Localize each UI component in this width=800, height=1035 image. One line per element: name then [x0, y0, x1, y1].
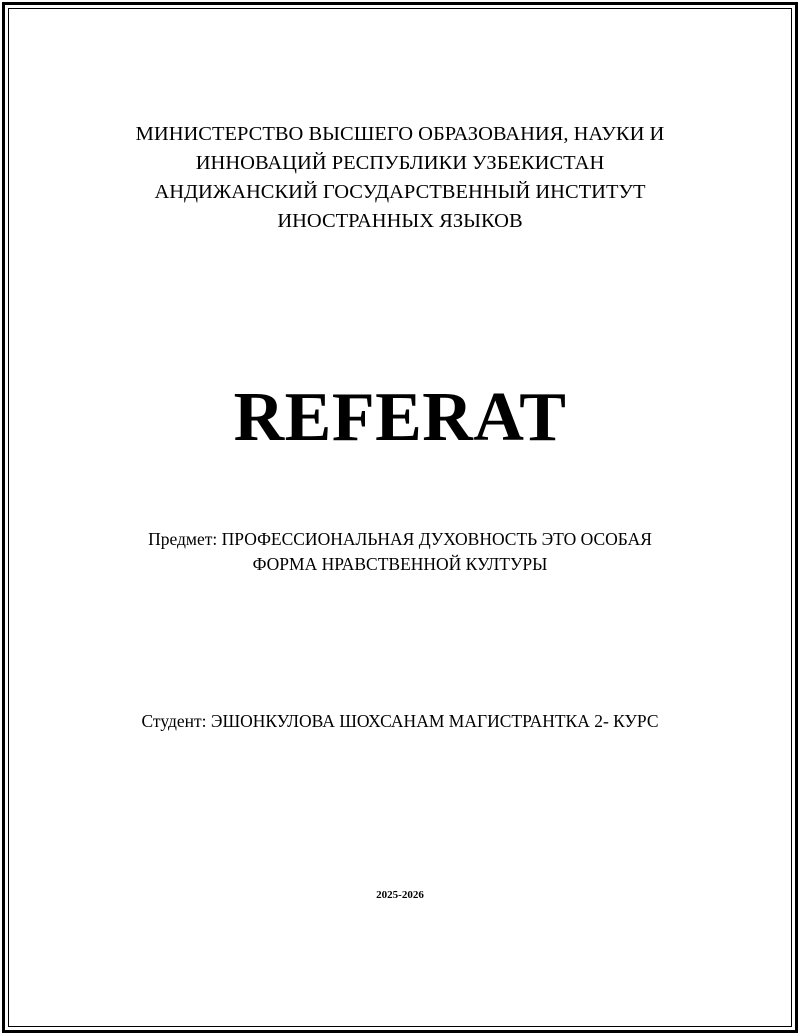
header-line: МИНИСТЕРСТВО ВЫСШЕГО ОБРАЗОВАНИЯ, НАУКИ И: [135, 123, 665, 145]
student-line: Студент: ЭШОНКУЛОВА ШОХСАНАМ МАГИСТРАНТКА 2- КУРС: [141, 711, 659, 731]
academic-year: 2025-2026: [376, 889, 424, 901]
header-line: ИННОВАЦИЙ РЕСПУБЛИКИ УЗБЕКИСТАН: [195, 152, 605, 174]
subject-line: Предмет: ПРОФЕССИОНАЛЬНАЯ ДУХОВНОСТЬ ЭТО ОСОБАЯ: [148, 529, 652, 549]
subject-line: ФОРМА НРАВСТВЕННОЙ КУЛТУРЫ: [252, 554, 548, 574]
subject-block: [0, 527, 800, 577]
header-line: ИНОСТРАННЫХ ЯЗЫКОВ: [277, 210, 523, 232]
header-line: АНДИЖАНСКИЙ ГОСУДАРСТВЕННЫЙ ИНСТИТУТ: [154, 181, 646, 203]
document-title: REFERAT: [233, 379, 567, 456]
institution-header: [0, 120, 800, 236]
